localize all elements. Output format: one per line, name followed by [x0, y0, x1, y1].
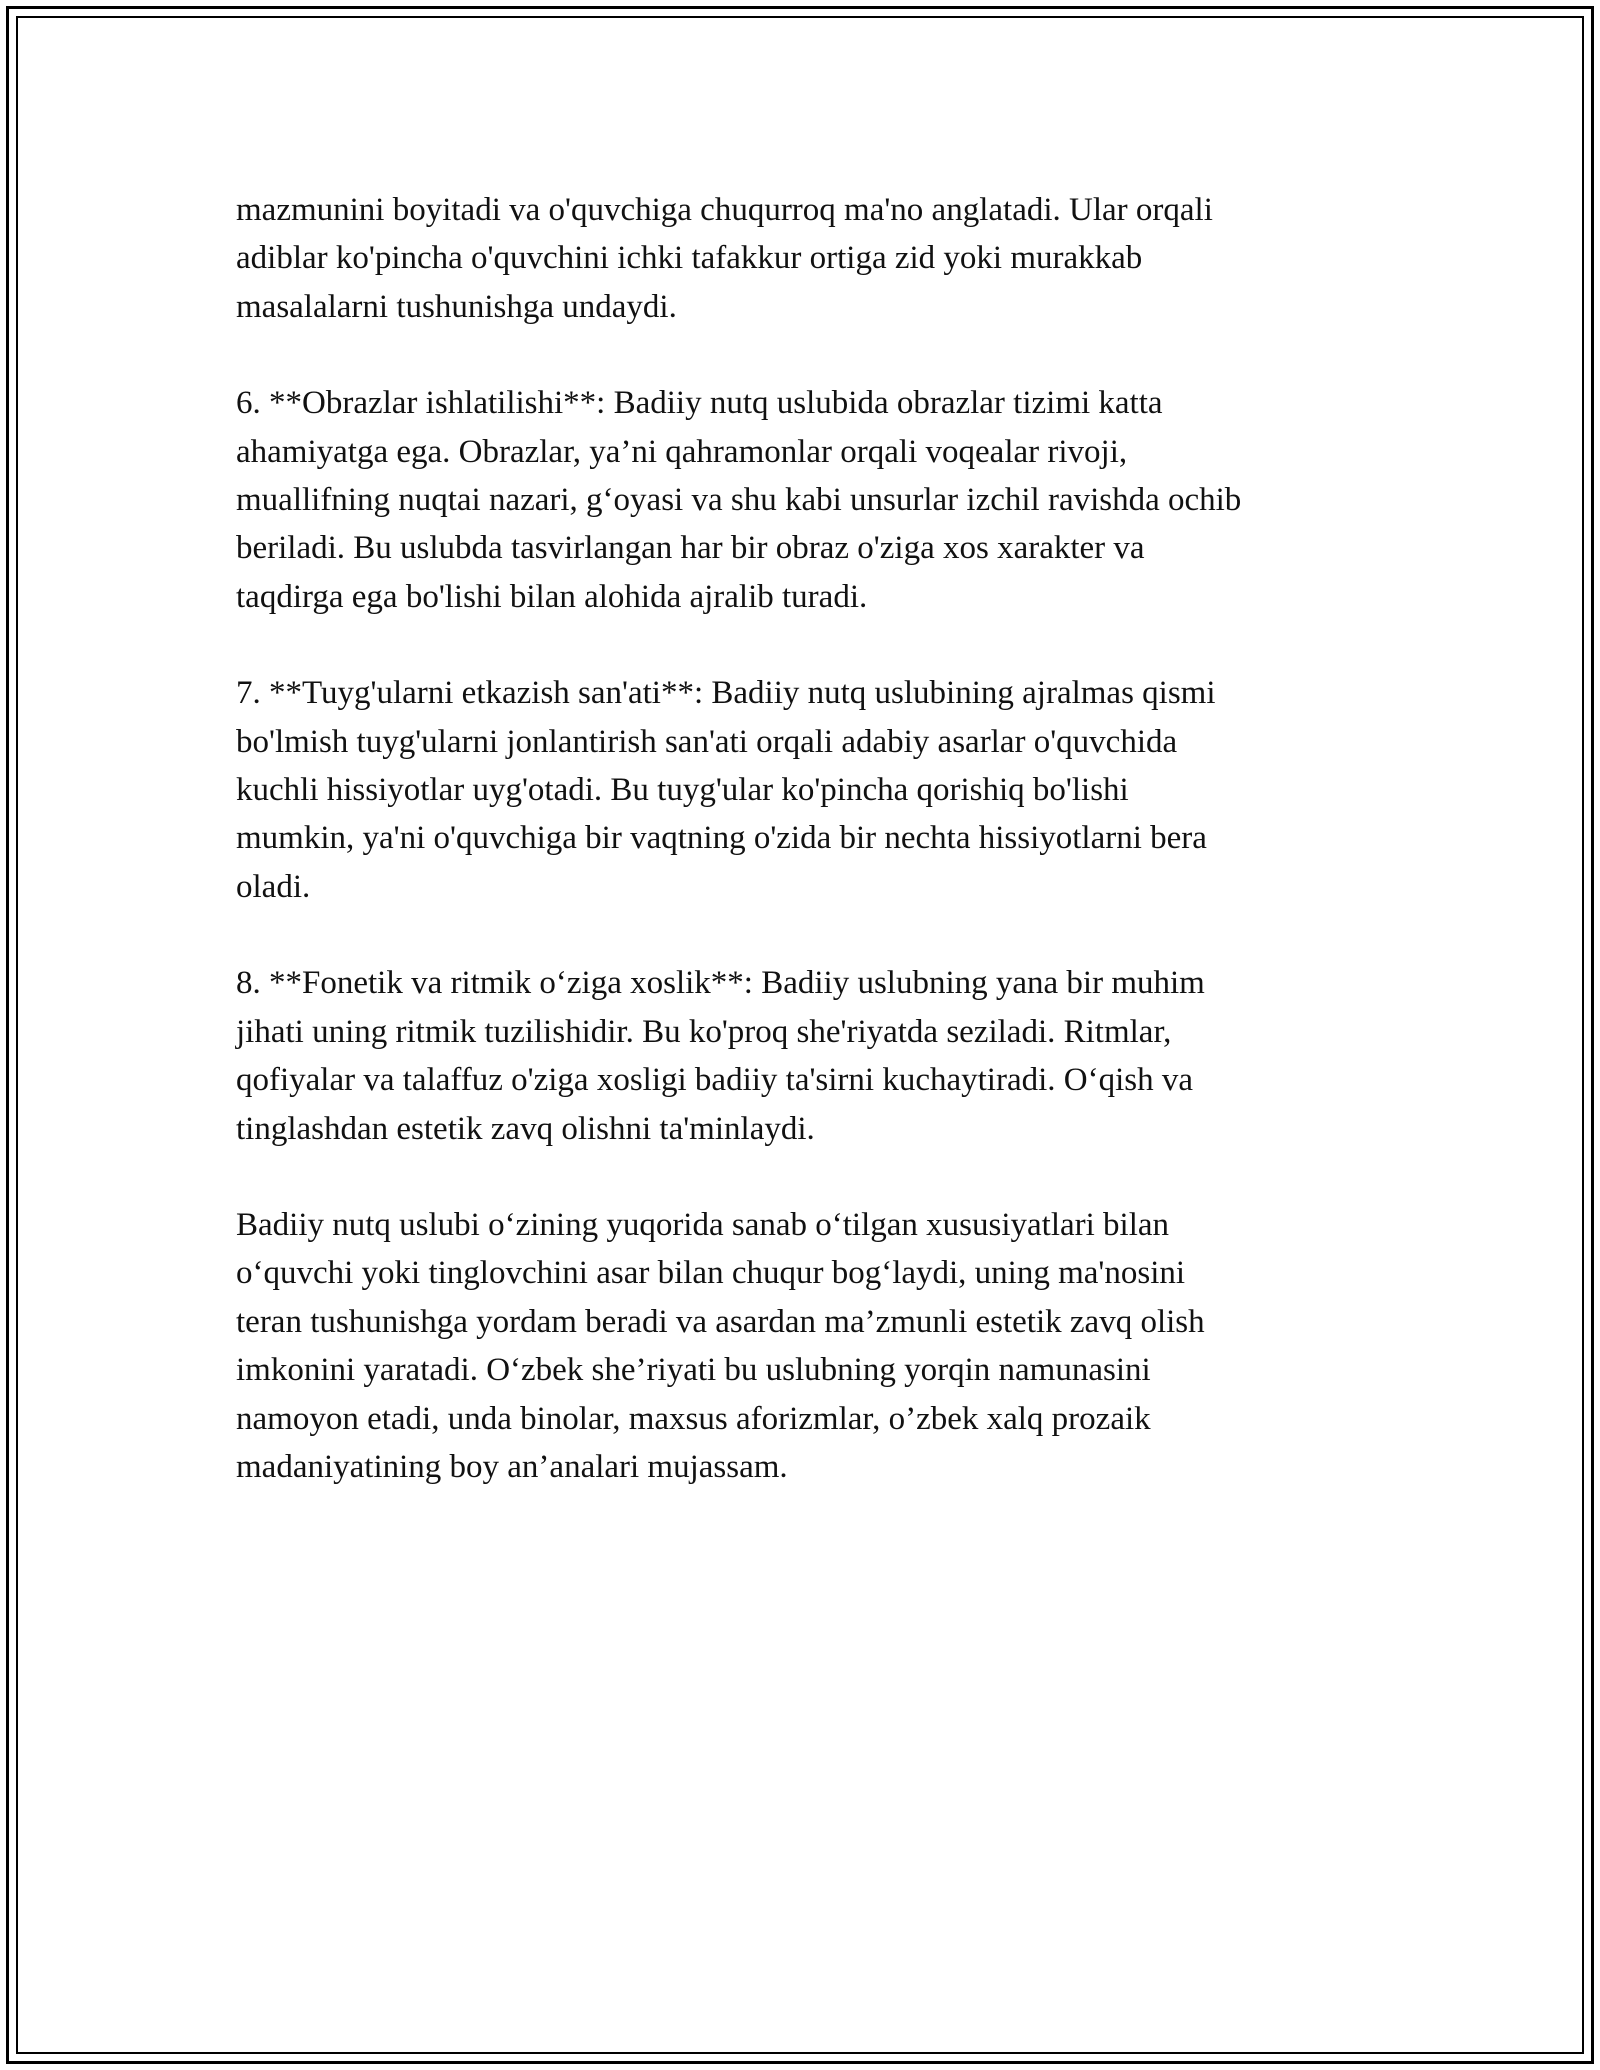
paragraph-intro-continuation: mazmunini boyitadi va o'quvchiga chuqurroq ma'no anglatadi. Ular orqali adiblar ko'pincha o'quvchini ichki tafakkur ortiga zid yoki murakkab masalalarni tushunishga undaydi.	[236, 192, 1213, 325]
paragraph-8-fonetik: 8. **Fonetik va ritmik o‘ziga xoslik**: Badiiy uslubning yana bir muhim jihati uning ritmik tuzilishidir. Bu ko'proq she'riyatda seziladi. Ritmlar, qofiyalar va talaffuz o'ziga xosligi badiiy ta'sirni kuchaytiradi. O‘qish va tinglashdan estetik zavq olishni ta'minlaydi.	[236, 965, 1205, 1147]
document-body	[236, 186, 1366, 1539]
paragraph-6-obrazlar: 6. **Obrazlar ishlatilishi**: Badiiy nutq uslubida obrazlar tizimi katta ahamiyatga ega. Obrazlar, ya’ni qahramonlar orqali voqealar rivoji, muallifning nuqtai nazari, g‘oyasi va shu kabi unsurlar izchil ravishda ochib beriladi. Bu uslubda tasvirlangan har bir obraz o'ziga xos xarakter va taqdirga ega bo'lishi bilan alohida ajralib turadi.	[236, 385, 1242, 615]
paragraph-7-tuygular: 7. **Tuyg'ularni etkazish san'ati**: Badiiy nutq uslubining ajralmas qismi bo'lmish tuyg'ularni jonlantirish san'ati orqali adabiy asarlar o'quvchida kuchli hissiyotlar uyg'otadi. Bu tuyg'ular ko'pincha qorishiq bo'lishi mumkin, ya'ni o'quvchiga bir vaqtning o'zida bir nechta hissiyotlarni bera oladi.	[236, 675, 1216, 905]
paragraph-conclusion: Badiiy nutq uslubi o‘zining yuqorida sanab o‘tilgan xususiyatlari bilan o‘quvchi yoki tinglovchini asar bilan chuqur bog‘laydi, uning ma'nosini teran tushunishga yordam beradi va asardan ma’zmunli estetik zavq olish imkonini yaratadi. O‘zbek she’riyati bu uslubning yorqin namunasini namoyon etadi, unda binolar, maxsus aforizmlar, o’zbek xalq prozaik madaniyatining boy an’analari mujassam.	[236, 1206, 1205, 1485]
